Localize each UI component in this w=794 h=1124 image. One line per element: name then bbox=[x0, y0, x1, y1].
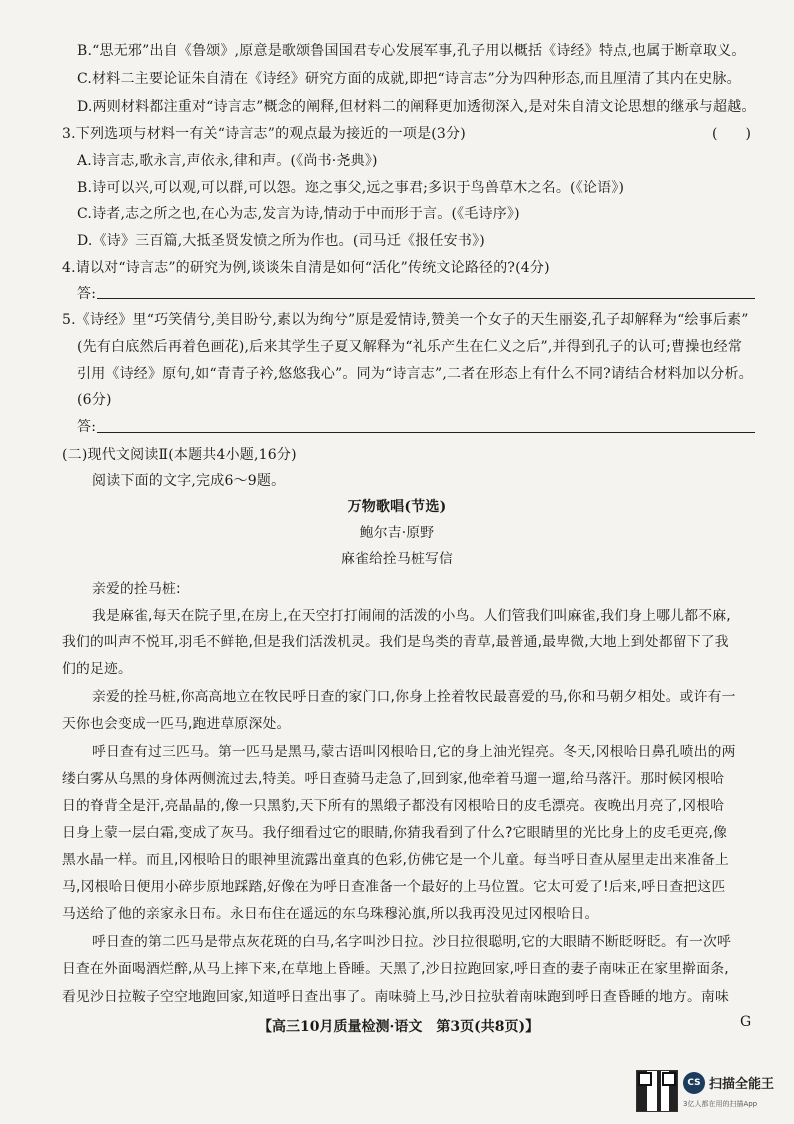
article-line: 们的足迹。 bbox=[62, 661, 132, 677]
question-3-stem: 3.下列选项与材料一有关“诗言志”的观点最为接近的一项是(3分) bbox=[62, 126, 466, 142]
option-b: B.“思无邪”出自《鲁颂》,原意是歌颂鲁国国君专心发展军事,孔子用以概括《诗经》特点,也属于断章取义。 bbox=[77, 43, 746, 59]
q5-answer-line[interactable] bbox=[97, 432, 755, 433]
article-line: 亲爱的拴马桩,你高高地立在牧民呼日查的家门口,你身上拴着牧民最喜爱的马,你和马朝夕相处。或许有一 bbox=[92, 689, 736, 705]
article-line: 看见沙日拉鞍子空空地跑回家,知道呼日查出事了。南味骑上马,沙日拉驮着南味跑到呼日查昏睡的地方。南味 bbox=[62, 989, 730, 1005]
q4-answer-line[interactable] bbox=[97, 298, 755, 299]
article-line: 亲爱的拴马桩: bbox=[92, 581, 181, 597]
article-line: 日的脊背全是汗,亮晶晶的,像一只黑豹,天下所有的黑缎子都没有冈根哈日的皮毛漂亮。夜晚出月亮了,冈根哈 bbox=[62, 798, 725, 814]
answer-bracket: ( ) bbox=[712, 126, 751, 142]
article-line: 我们的叫声不悦耳,羽毛不鲜艳,但是我们活泼机灵。我们是鸟类的青草,最普通,最卑微,大地上到处都留下了我 bbox=[62, 634, 729, 650]
section-instruction: 阅读下面的文字,完成6～9题。 bbox=[92, 473, 286, 489]
article-line: 呼日查的第二匹马是带点灰花斑的白马,名字叫沙日拉。沙日拉很聪明,它的大眼睛不断眨呀眨。有一次呼 bbox=[92, 934, 732, 950]
article-line: 呼日查有过三匹马。第一匹马是黑马,蒙古语叫冈根哈日,它的身上油光锃亮。冬天,冈根哈日鼻孔喷出的两 bbox=[92, 744, 736, 760]
q5-answer-label: 答: bbox=[77, 419, 97, 435]
article-line: 天你也会变成一匹马,跑进草原深处。 bbox=[62, 716, 291, 732]
q3-option-c: C.诗者,志之所之也,在心为志,发言为诗,情动于中而形于言。(《毛诗序》) bbox=[77, 206, 520, 222]
article-subtitle: 麻雀给拴马桩写信 bbox=[341, 551, 453, 567]
article-title: 万物歌唱(节选) bbox=[347, 499, 447, 515]
question-5-line-1: 5.《诗经》里“巧笑倩兮,美目盼兮,素以为绚兮”原是爱情诗,赞美一个女子的天生丽姿,孔子却解释为“绘事后素” bbox=[62, 312, 749, 328]
article-line: 马送给了他的亲家永日布。永日布住在遥远的东乌珠穆沁旗,所以我再没见过冈根哈日。 bbox=[62, 906, 599, 922]
article-line: 我是麻雀,每天在院子里,在房上,在天空打打闹闹的活泼的小鸟。人们管我们叫麻雀,我们身上哪儿都不麻, bbox=[92, 608, 731, 624]
question-5-line-4: (6分) bbox=[77, 392, 112, 408]
question-5-line-2: (先有白底然后再着色画花),后来其学生子夏又解释为“礼乐产生在仁义之后”,并得到孔子的认可;曹操也经常 bbox=[77, 339, 743, 355]
article-author: 鲍尔吉·原野 bbox=[359, 525, 435, 541]
camscanner-title: 扫描全能王 bbox=[709, 1077, 775, 1092]
article-line: 黑水晶一样。而且,冈根哈日的眼神里流露出童真的色彩,仿佛它是一个儿童。每当呼日查从屋里走出来准备上 bbox=[62, 852, 730, 868]
q3-option-d: D.《诗》三百篇,大抵圣贤发愤之所为作也。(司马迁《报任安书》) bbox=[77, 233, 485, 249]
article-line: 日身上蒙一层白霜,变成了灰马。我仔细看过它的眼睛,你猜我看到了什么?它眼睛里的光比身上的皮毛更亮,像 bbox=[62, 825, 728, 841]
page-footer: 【高三10月质量检测·语文 第3页(共8页)】 bbox=[258, 1019, 540, 1035]
article-line: 马,冈根哈日便用小碎步原地踩踏,好像在为呼日查准备一个最好的上马位置。它太可爱了!后来,呼日查把这匹 bbox=[62, 879, 726, 895]
version-letter: G bbox=[740, 1014, 752, 1030]
section-header: (二)现代文阅读Ⅱ(本题共4小题,16分) bbox=[62, 447, 297, 463]
article-line: 日查在外面喝酒烂醉,从马上摔下来,在草地上昏睡。天黑了,沙日拉跑回家,呼日查的妻子南味正在家里擀面条, bbox=[62, 961, 729, 977]
option-c: C.材料二主要论证朱自清在《诗经》研究方面的成就,即把“诗言志”分为四种形态,而且厘清了其内在史脉。 bbox=[77, 71, 741, 87]
question-4-stem: 4.请以对“诗言志”的研究为例,谈谈朱自清是如何“活化”传统文论路径的?(4分) bbox=[62, 260, 550, 276]
question-5-line-3: 引用《诗经》原句,如“青青子衿,悠悠我心”。同为“诗言志”,二者在形态上有什么不同?请结合材料加以分析。 bbox=[77, 366, 753, 382]
article-line: 缕白雾从乌黑的身体两侧流过去,特美。呼日查骑马走急了,回到家,他牵着马遛一遛,给马落汗。那时候冈根哈 bbox=[62, 771, 725, 787]
q4-answer-label: 答: bbox=[77, 286, 97, 302]
q3-option-a: A.诗言志,歌永言,声依永,律和声。(《尚书·尧典》) bbox=[77, 153, 378, 169]
camscanner-subtitle: 3亿人都在用的扫描App bbox=[683, 1100, 758, 1108]
option-d: D.两则材料都注重对“诗言志”概念的阐释,但材料二的阐释更加透彻深入,是对朱自清文论思想的继承与超越。 bbox=[77, 99, 756, 115]
q3-option-b: B.诗可以兴,可以观,可以群,可以怨。迩之事父,远之事君;多识于鸟兽草木之名。(《论语》) bbox=[77, 180, 625, 196]
camscanner-logo: CS bbox=[683, 1072, 705, 1094]
qr-code-icon bbox=[636, 1070, 678, 1112]
